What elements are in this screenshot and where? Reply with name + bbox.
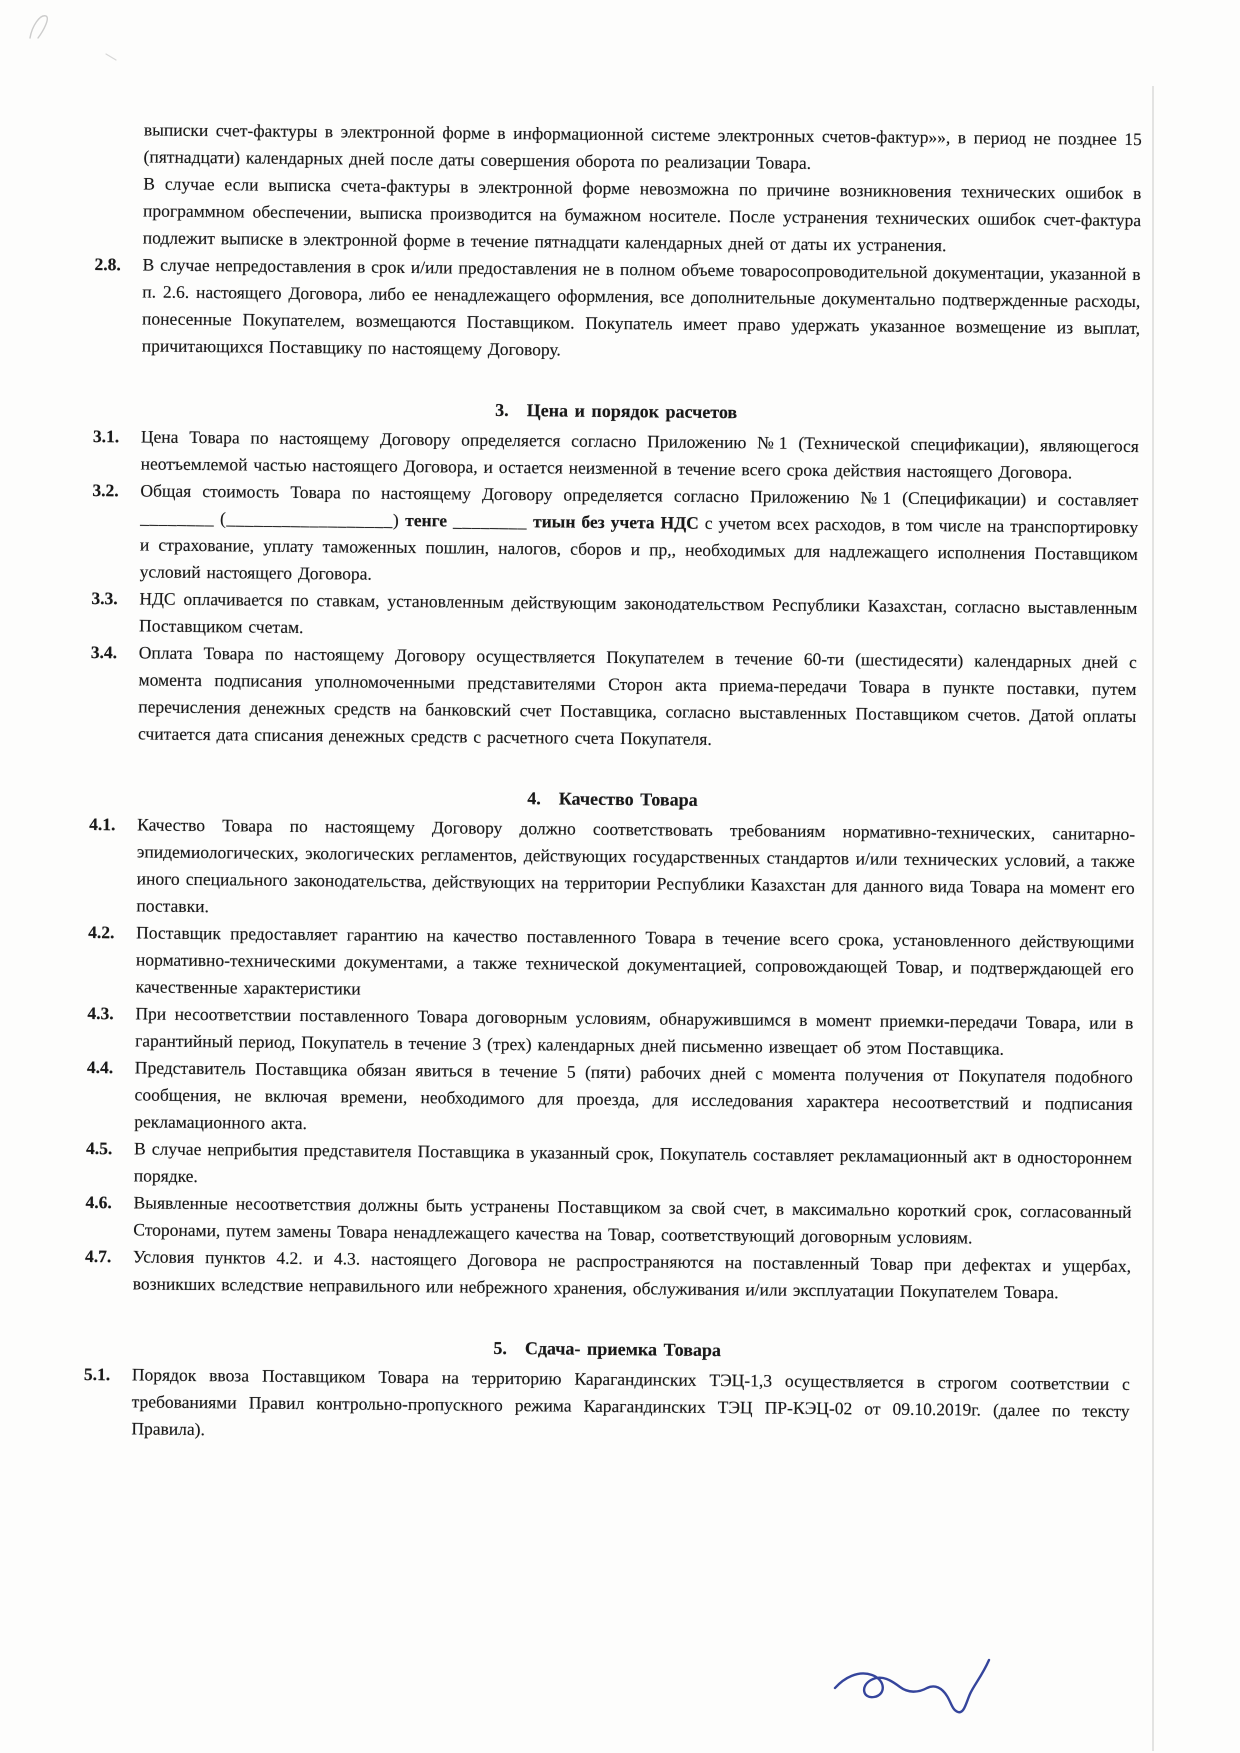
currency-tiyn-vat-label: тиын без учета НДС [532, 511, 699, 533]
section-3-number: 3. [495, 399, 509, 420]
clause-5-1-text: Порядок ввоза Поставщиком Товара на территорию Карагандинских ТЭЦ-1,3 осуществляется в строгом соответствии с требованиями Правил контрольно-пропускного режима Карагандинских ТЭЦ ПР-КЭЦ-02 от 09.10.2019г. (далее по тексту Правила). [131, 1364, 1130, 1440]
section-5-number: 5. [493, 1337, 507, 1359]
section-3-title: Цена и порядок расчетов [526, 400, 738, 423]
clause-4-4 [86, 1054, 1133, 1145]
clause-3-4-text: Оплата Товара по настоящему Договору осуществляется Покупателем в течение 60-ти (шестидесяти) календарных дней с момента подписания уполномоченными представителями Сторон акта приема-передачи Товара в пункте поставки, путем перечисления денежных средств на банковский счет Поставщика, согласно выставленных Поставщиком счетов. Датой оплаты считается дата списания денежных средств с расчетного счета Покупателя. [137, 642, 1137, 749]
clause-3-2 [91, 477, 1138, 595]
clause-5-1 [83, 1361, 1130, 1452]
clause-4-2-number: 4.2. [88, 921, 115, 943]
clause-4-7-text: Условия пунктов 4.2. и 4.3. настоящего Договора не распространяются на поставленный Товар при дефектах и ущербах, возникших вследствие неправильного или небрежного хранения, обслуживания и/или эксплуатации Покупателем Товара. [132, 1246, 1132, 1303]
amount-blank-tiyn: ________ [452, 510, 528, 532]
clause-3-2-text-post: с учетом всех расходов, в том числе на транспортировку и страхование, уплату таможенных пошлин, налогов, сборов и пр,, необходимых для надлежащего исполнения Поставщиком условий настоящего Договора. [139, 512, 1139, 584]
signature-ink [832, 1648, 996, 1722]
clause-2-8-text: В случае непредоставления в срок и/или предоставления не в полном объеме товаросопроводительной документации, указанной в п. 2.6. настоящего Договора, либо ее ненадлежащего оформления, все дополнительные документально подтвержденные расходы, понесенные Покупателем, возмещаются Поставщиком. Покупатель имеет право удержать указанное возмещение из выплат, причитающихся Поставщику по настоящему Договору. [141, 254, 1141, 360]
section-4-number: 4. [527, 788, 541, 809]
clause-4-7 [85, 1243, 1131, 1307]
clause-4-5-number: 4.5. [85, 1137, 113, 1159]
clause-4-1-text: Качество Товара по настоящему Договору должно соответствовать требованиям нормативно-технических, санитарно-эпидемиологических, экологических регламентов, действующих государственных стандартов и/или технических условий, а также иного специального законодательства, действующих на территории Республики Казахстан для данного вида Товара на момент его поставки. [136, 814, 1136, 917]
clause-4-1 [88, 811, 1135, 929]
clause-2-8-number: 2.8. [94, 253, 121, 275]
scan-edge-line [1152, 86, 1154, 1751]
clause-3-4-number: 3.4. [90, 641, 118, 663]
clause-2-7-continuation-paragraph: выписки счет-фактуры в электронной форме в информационной системе электронных счетов-фактур»», в период не позднее 15 (пятнадцати) календарных дней после даты совершения оборота по реализации Товара. [143, 119, 1142, 173]
clause-4-5 [86, 1135, 1132, 1199]
clause-4-6-text: Выявленные несоответствия должны быть устранены Поставщиком за свой счет, в максимально короткий срок, согласованный Сторонами, путем замены Товара ненадлежащего качества на Товар, соответствующий договорным условиям. [133, 1192, 1132, 1248]
clause-4-2 [88, 919, 1135, 1010]
scan-smudge-top-left-icon [18, 4, 138, 74]
signature-stroke [835, 1660, 989, 1712]
amount-blank-words: (__________________) [220, 508, 400, 530]
clause-3-1-number: 3.1. [92, 425, 120, 447]
clause-3-3-number: 3.3. [91, 587, 118, 609]
clause-4-1-number: 4.1. [89, 813, 116, 835]
clause-3-1 [93, 423, 1139, 487]
clause-3-2-number: 3.2. [92, 479, 119, 501]
clause-4-3 [87, 1000, 1133, 1064]
clause-4-7-number: 4.7. [84, 1245, 112, 1267]
clause-4-5-text: В случае неприбытия представителя Поставщика в указанный срок, Покупатель составляет рекламационный акт в одностороннем порядке. [133, 1138, 1133, 1187]
section-4-title: Качество Товара [558, 788, 698, 810]
clause-3-3 [91, 585, 1137, 649]
clause-4-6 [85, 1189, 1131, 1253]
clause-4-2-text: Поставщик предоставляет гарантию на качество поставленного Товара в течение всего срока, установленного действующими нормативно-техническими документами, а также технической документацией, сопровождающей Товар, и подтверждающей его качественные характеристики [135, 922, 1135, 999]
clause-4-3-text: При несоответствии поставленного Товара договорным условиям, обнаружившимся в момент приемки-передачи Товара, или в гарантийный период, Покупатель в течение 3 (трех) календарных дней письменно извещает об этом Поставщика. [135, 1003, 1134, 1059]
contract-text-block [83, 116, 1142, 1452]
clause-3-3-text: НДС оплачивается по ставкам, установленным действующим законодательством Республики Казахстан, согласно выставленным Поставщиком счетам. [139, 588, 1138, 638]
clause-4-4-number: 4.4. [86, 1056, 114, 1078]
clause-4-6-number: 4.6. [85, 1191, 112, 1213]
clause-4-4-text: Представитель Поставщика обязан явиться в течение 5 (пяти) рабочих дней с момента получения от Покупателя подобного сообщения, не включая времени, необходимого для проезда, для исследования характера несоответствий и подписания рекламационного акта. [134, 1057, 1133, 1134]
clause-3-4 [90, 639, 1137, 757]
clause-2-7-second-paragraph: В случае если выписка счета-фактуры в электронной форме невозможна по причине возникновения технических ошибок в программном обеспечении, выписка производится на бумажном носителе. После устранения технических ошибок счет-фактура подлежит выписке в электронной форме в течение пятнадцати календарных дней от даты их устранения. [142, 173, 1142, 256]
clause-4-3-number: 4.3. [87, 1002, 114, 1024]
clause-3-2-text-pre: Общая стоимость Товара по настоящему Договору определяется согласно Приложению №1 (Спецификации) и составляет [140, 480, 1139, 511]
clause-2-8 [94, 251, 1141, 369]
amount-blank-digits: ________ [140, 507, 215, 529]
clause-3-1-text: Цена Товара по настоящему Договору определяется согласно Приложению №1 (Технической спецификации), являющегося неотъемлемой частью настоящего Договора, и остается неизменной в течение всего срока действия настоящего Договора. [140, 426, 1139, 483]
section-5-title: Сдача- приемка Товара [524, 1338, 722, 1361]
currency-tenge-label: тенге [405, 509, 448, 531]
clause-5-1-number: 5.1. [83, 1363, 111, 1385]
